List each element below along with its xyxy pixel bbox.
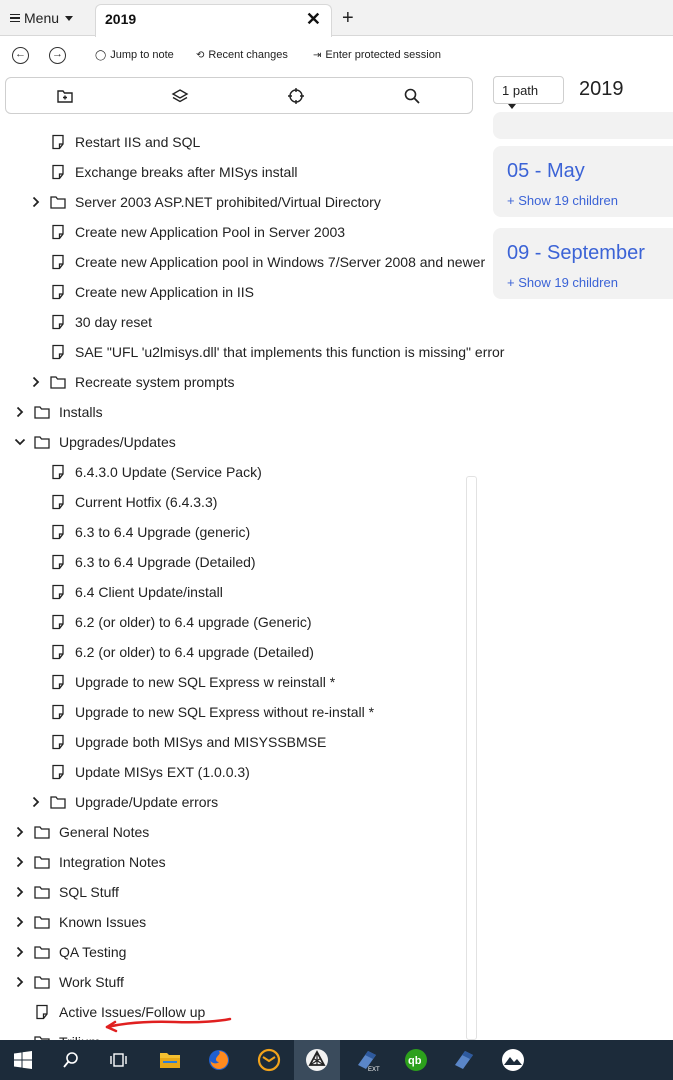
new-tab-button[interactable]: +: [342, 7, 354, 29]
tree-toolbar: [5, 77, 473, 114]
tree-row[interactable]: [0, 427, 470, 457]
folder-icon: [34, 944, 50, 960]
tree-row-label: Work Stuff: [59, 974, 124, 990]
note-detail-strip: [493, 112, 673, 139]
child-title[interactable]: 09 - September: [507, 242, 645, 264]
tree-row-label: SQL Stuff: [59, 884, 119, 900]
chevron-right-icon[interactable]: [14, 916, 26, 928]
hamburger-icon: [10, 12, 20, 25]
red-annotation-stroke: [105, 1015, 235, 1037]
tree-row[interactable]: [0, 667, 470, 697]
search-icon[interactable]: [403, 87, 421, 105]
tree-row-label: Restart IIS and SQL: [75, 134, 201, 150]
mail-client-icon[interactable]: [246, 1040, 292, 1080]
trilium-app-icon[interactable]: [294, 1040, 340, 1080]
enter-protected-session-label: Enter protected session: [325, 49, 441, 61]
tree-row-label: Create new Application pool in Windows 7/Server 2008 and newer: [75, 254, 486, 270]
tab-2019[interactable]: [95, 4, 332, 37]
jump-to-note-label: Jump to note: [110, 49, 174, 61]
chevron-right-icon[interactable]: [14, 886, 26, 898]
jump-to-note-button[interactable]: [95, 49, 174, 61]
folder-icon: [34, 404, 50, 420]
misys-ext-icon[interactable]: [344, 1040, 390, 1080]
caret-down-icon: [508, 104, 516, 109]
tree-row-label: Server 2003 ASP.NET prohibited/Virtual Directory: [75, 194, 381, 210]
chevron-right-icon[interactable]: [14, 946, 26, 958]
note-icon: [34, 1004, 50, 1020]
task-view-icon[interactable]: [96, 1040, 142, 1080]
tree-row-label: 6.3 to 6.4 Upgrade (Detailed): [75, 554, 256, 570]
menu-label: Menu: [24, 10, 60, 26]
search-icon[interactable]: [48, 1040, 94, 1080]
misys-icon[interactable]: [441, 1040, 487, 1080]
photos-icon[interactable]: [490, 1040, 536, 1080]
tree-row[interactable]: [0, 937, 470, 967]
windows-taskbar: [0, 1040, 673, 1080]
tree-scrollbar[interactable]: [466, 476, 477, 1040]
svg-text:qb: qb: [408, 1055, 422, 1067]
note-icon: [50, 134, 66, 150]
note-icon: [50, 614, 66, 630]
tree-row-label: 6.2 (or older) to 6.4 upgrade (Generic): [75, 614, 312, 630]
tree-row-label: Installs: [59, 404, 103, 420]
tree-row[interactable]: [0, 517, 470, 547]
tree-row[interactable]: [0, 307, 470, 337]
child-title[interactable]: 05 - May: [507, 160, 585, 182]
tree-row-label: Create new Application in IIS: [75, 284, 254, 300]
note-icon: [50, 674, 66, 690]
tree-row-label: Current Hotfix (6.4.3.3): [75, 494, 218, 510]
tree-row[interactable]: [0, 217, 470, 247]
tree-row-label: Upgrade both MISys and MISYSSBMSE: [75, 734, 327, 750]
note-icon: [50, 224, 66, 240]
folder-icon: [34, 914, 50, 930]
tree-row-label: SAE "UFL 'u2lmisys.dll' that implements this function is missing" error: [75, 344, 505, 360]
chevron-right-icon[interactable]: [30, 196, 42, 208]
child-card-may: [493, 146, 673, 217]
note-icon: [50, 524, 66, 540]
note-icon: [50, 764, 66, 780]
crosshair-icon[interactable]: [287, 87, 305, 105]
chevron-right-icon[interactable]: [14, 976, 26, 988]
note-icon: [50, 494, 66, 510]
tree-row-label: Upgrades/Updates: [59, 434, 176, 450]
jump-circle-icon: ◯: [95, 49, 107, 61]
tree-row-label: Integration Notes: [59, 854, 166, 870]
tree-row[interactable]: [0, 757, 470, 787]
tree-row[interactable]: [0, 787, 470, 817]
chevron-right-icon[interactable]: [14, 856, 26, 868]
tree-row[interactable]: [0, 487, 470, 517]
note-tree: [0, 127, 505, 1040]
layers-icon[interactable]: [171, 87, 189, 105]
tree-row[interactable]: [0, 847, 470, 877]
chevron-right-icon[interactable]: [30, 376, 42, 388]
note-icon: [50, 644, 66, 660]
chevron-right-icon[interactable]: [30, 796, 42, 808]
history-icon: ⟲: [196, 49, 205, 61]
tree-row[interactable]: [0, 397, 470, 427]
folder-icon: [50, 194, 66, 210]
note-icon: [50, 734, 66, 750]
note-icon: [50, 584, 66, 600]
tree-row-label: Upgrade to new SQL Express w reinstall *: [75, 674, 336, 690]
recent-changes-label: Recent changes: [208, 49, 288, 61]
folder-icon: [34, 854, 50, 870]
forward-arrow-icon[interactable]: →: [49, 47, 66, 64]
sign-in-icon: ⇥: [313, 49, 322, 61]
tree-row[interactable]: [0, 367, 470, 397]
tree-row[interactable]: [0, 187, 470, 217]
recent-changes-button[interactable]: [196, 49, 288, 61]
back-arrow-icon[interactable]: ←: [12, 47, 29, 64]
tab-bar: [0, 0, 673, 36]
tree-row[interactable]: [0, 547, 470, 577]
tree-row[interactable]: [0, 727, 470, 757]
enter-protected-session-button[interactable]: [313, 49, 441, 61]
child-card-september: [493, 228, 673, 299]
tree-row-label: General Notes: [59, 824, 150, 840]
folder-icon: [34, 974, 50, 990]
tree-row-label: Upgrade/Update errors: [75, 794, 219, 810]
chevron-right-icon[interactable]: [14, 406, 26, 418]
tree-row-label: Exchange breaks after MISys install: [75, 164, 298, 180]
chevron-right-icon[interactable]: [14, 826, 26, 838]
note-icon: [50, 254, 66, 270]
tree-row-label: Active Issues/Follow up: [59, 1004, 206, 1020]
close-tab-icon[interactable]: ✕: [305, 9, 321, 29]
tree-row[interactable]: [0, 637, 470, 667]
note-paths-label: 1 path: [502, 83, 539, 98]
file-explorer-icon[interactable]: [147, 1040, 193, 1080]
tree-row[interactable]: [0, 817, 470, 847]
note-icon: [50, 464, 66, 480]
firefox-icon[interactable]: [196, 1040, 242, 1080]
folder-icon: [34, 884, 50, 900]
tree-row[interactable]: [0, 577, 470, 607]
tree-row-label: Create new Application Pool in Server 2003: [75, 224, 346, 240]
tree-row[interactable]: [0, 997, 470, 1027]
tree-row[interactable]: [0, 877, 470, 907]
tree-row-label: Recreate system prompts: [75, 374, 235, 390]
tree-row-label: Update MISys EXT (1.0.0.3): [75, 764, 250, 780]
tree-row[interactable]: [0, 607, 470, 637]
folder-icon: [50, 374, 66, 390]
note-icon: [50, 314, 66, 330]
chevron-down-icon[interactable]: [14, 436, 26, 448]
tree-row[interactable]: [0, 247, 486, 277]
windows-start-icon[interactable]: [0, 1040, 46, 1080]
tree-row[interactable]: [0, 967, 470, 997]
tree-row[interactable]: [0, 457, 470, 487]
tree-row-label: Upgrade to new SQL Express without re-install *: [75, 704, 375, 720]
show-children-link[interactable]: + Show 19 children: [507, 275, 618, 290]
folder-icon: [34, 824, 50, 840]
note-icon: [50, 704, 66, 720]
note-icon: [50, 284, 66, 300]
tree-row-label: 6.4.3.0 Update (Service Pack): [75, 464, 262, 480]
tree-row-label: 30 day reset: [75, 314, 153, 330]
tab-title: 2019: [105, 11, 137, 27]
folder-icon: [34, 434, 50, 450]
folder-icon: [50, 794, 66, 810]
svg-text:EXT: EXT: [368, 1067, 380, 1073]
note-icon: [50, 554, 66, 570]
tree-row[interactable]: [0, 277, 470, 307]
menu-button[interactable]: [4, 5, 79, 31]
tree-row[interactable]: [0, 337, 505, 367]
tree-row-label: 6.4 Client Update/install: [75, 584, 223, 600]
quickbooks-icon[interactable]: [393, 1040, 439, 1080]
note-icon: [50, 344, 66, 360]
toolbar: [0, 40, 673, 72]
note-icon: [50, 164, 66, 180]
show-children-link[interactable]: + Show 19 children: [507, 193, 618, 208]
tree-row-label: 6.3 to 6.4 Upgrade (generic): [75, 524, 251, 540]
tree-row[interactable]: [0, 907, 470, 937]
note-title[interactable]: 2019: [579, 78, 624, 100]
tree-row-label: QA Testing: [59, 944, 127, 960]
tree-row-label: 6.2 (or older) to 6.4 upgrade (Detailed): [75, 644, 314, 660]
caret-down-icon: [65, 16, 73, 21]
tree-row[interactable]: [0, 157, 470, 187]
tree-row-label: Known Issues: [59, 914, 147, 930]
tree-row[interactable]: [0, 697, 470, 727]
new-folder-icon[interactable]: [56, 87, 74, 105]
tree-row[interactable]: [0, 127, 470, 157]
note-paths-button[interactable]: [493, 76, 564, 104]
